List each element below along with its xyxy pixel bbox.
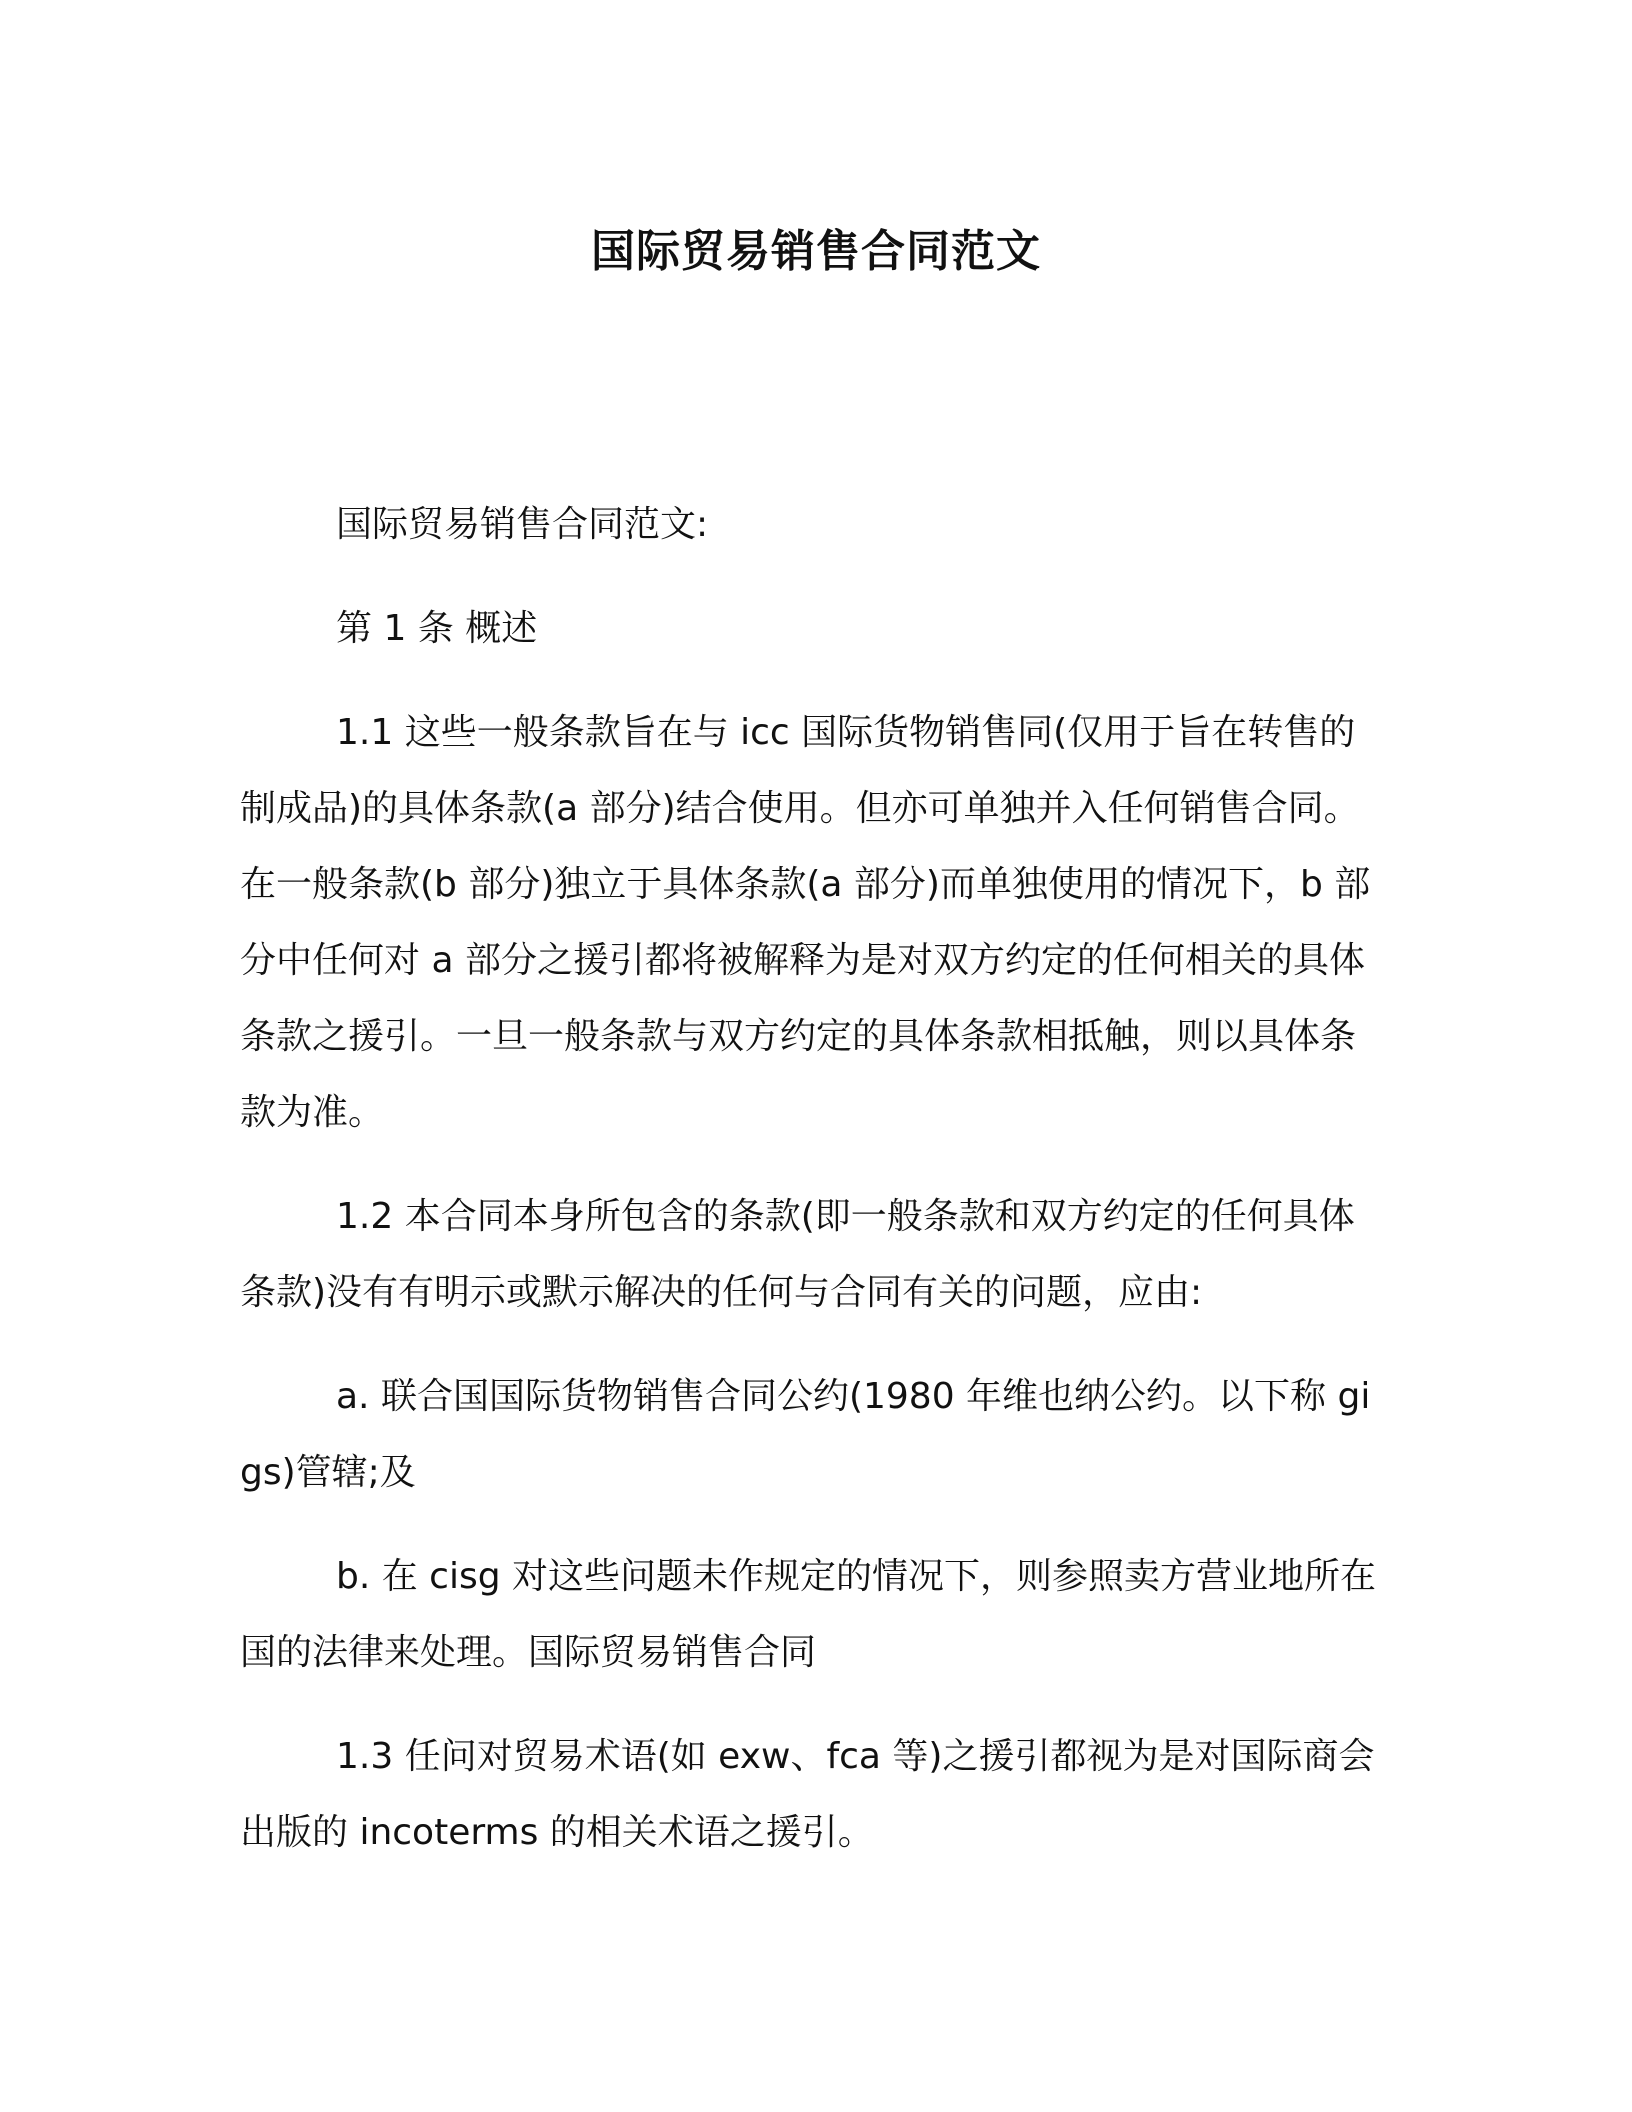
article-1-heading: 第 1 条 概述 [336, 608, 538, 649]
document-body [240, 487, 1390, 1899]
clause-1-2: 1.2 本合同本身所包含的条款(即一般条款和双方约定的任何具体条款)没有有明示或默示解决的任何与合同有关的问题，应由: [240, 1196, 1355, 1313]
clause-1-3: 1.3 任问对贸易术语(如 exw、fca 等)之援引都视为是对国际商会出版的 incoterms 的相关术语之援引。 [240, 1736, 1375, 1853]
clause-1-1: 1.1 这些一般条款旨在与 icc 国际货物销售同(仅用于旨在转售的制成品)的具体条款(a 部分)结合使用。但亦可单独并入任何销售合同。在一般条款(b 部分)独立于具体条款(a 部分)而单独使用的情况下，b 部分中任何对 a 部分之援引都将被解释为是对双方约定的任何相关的具体条款之援引。一旦一般条款与双方约定的具体条款相抵触，则以具体条款为准。 [240, 712, 1371, 1133]
document-title: 国际贸易销售合同范文 [591, 226, 1041, 277]
clause-1-2-a: a. 联合国国际货物销售合同公约(1980 年维也纳公约。以下称 gigs)管辖;及 [240, 1376, 1371, 1493]
clause-1-2-b: b. 在 cisg 对这些问题未作规定的情况下，则参照卖方营业地所在国的法律来处理。国际贸易销售合同 [240, 1556, 1377, 1673]
intro-heading: 国际贸易销售合同范文: [336, 504, 709, 545]
